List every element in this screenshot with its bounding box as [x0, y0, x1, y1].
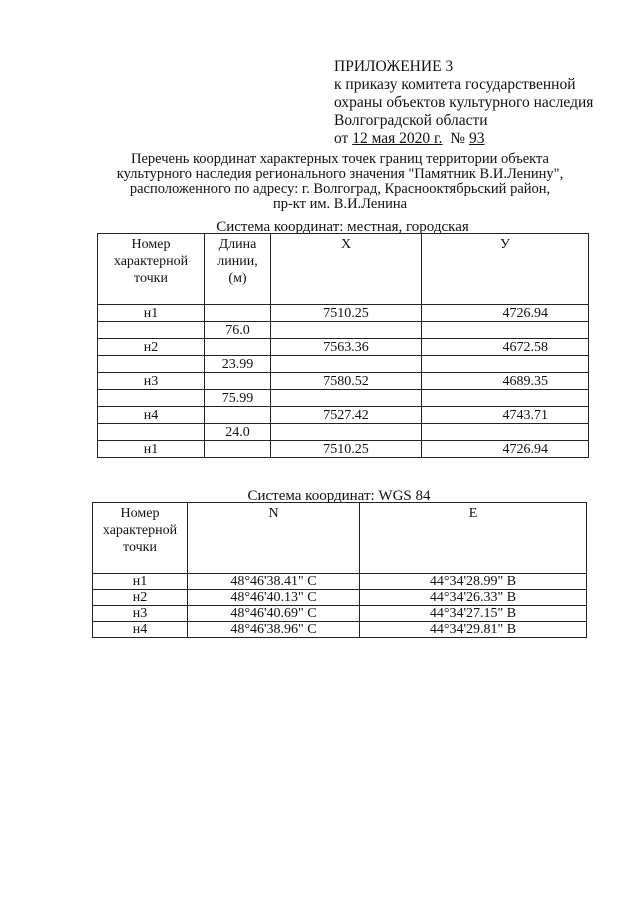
- cell-n: 48°46'40.69" С: [188, 606, 360, 622]
- cell-point: н2: [98, 339, 205, 356]
- document-caption: [70, 152, 610, 212]
- header-n: N: [188, 503, 360, 574]
- cell-n: 48°46'40.13" С: [188, 590, 360, 606]
- caption-line-2: культурного наследия регионального значения "Памятник В.И.Ленину",: [116, 166, 564, 182]
- order-number-sign: №: [450, 130, 466, 147]
- cell-point: н1: [98, 305, 205, 322]
- order-date: 12 мая 2020 г.: [352, 130, 443, 147]
- cell-y: [422, 390, 589, 407]
- cell-x: [271, 390, 422, 407]
- header-y: У: [422, 234, 589, 305]
- header-point-line-1: Номер: [120, 506, 160, 521]
- local-table-header-row: [98, 234, 589, 305]
- table-row: [98, 356, 589, 373]
- cell-x: [271, 424, 422, 441]
- table-row: [98, 305, 589, 322]
- header-point-line-1: Номер: [131, 237, 171, 252]
- cell-length: [205, 407, 271, 424]
- table-row: [98, 322, 589, 339]
- cell-point: н1: [93, 574, 188, 590]
- cell-e: 44°34'29.81" В: [360, 622, 587, 638]
- cell-length: 24.0: [205, 424, 271, 441]
- header-point-number: [93, 503, 188, 574]
- table-row: [98, 373, 589, 390]
- cell-x: 7563.36: [271, 339, 422, 356]
- table-row: [93, 622, 587, 638]
- cell-y: [422, 356, 589, 373]
- cell-point: [98, 322, 205, 339]
- cell-x: 7527.42: [271, 407, 422, 424]
- appendix-header: [334, 58, 624, 148]
- cell-point: н4: [93, 622, 188, 638]
- cell-length: 76.0: [205, 322, 271, 339]
- table-row: [93, 590, 587, 606]
- wgs-coordinates-table: [92, 502, 587, 638]
- table-row: [93, 606, 587, 622]
- cell-length: [205, 441, 271, 458]
- cell-y: 4726.94: [422, 305, 589, 322]
- table-row: [98, 441, 589, 458]
- header-point-number: [98, 234, 205, 305]
- cell-point: н3: [93, 606, 188, 622]
- header-point-line-3: точки: [123, 540, 157, 555]
- cell-x: 7510.25: [271, 305, 422, 322]
- cell-y: 4726.94: [422, 441, 589, 458]
- cell-n: 48°46'38.41" С: [188, 574, 360, 590]
- table-row: [98, 407, 589, 424]
- cell-point: [98, 356, 205, 373]
- header-length-line-3: (м): [228, 271, 247, 286]
- cell-x: [271, 322, 422, 339]
- cell-x: [271, 356, 422, 373]
- caption-line-1: Перечень координат характерных точек границ территории объекта: [131, 151, 549, 167]
- local-coordinates-table: [97, 233, 589, 458]
- header-x: X: [271, 234, 422, 305]
- cell-point: н1: [98, 441, 205, 458]
- cell-y: [422, 424, 589, 441]
- cell-y: [422, 322, 589, 339]
- table-row: [93, 574, 587, 590]
- caption-line-4: пр-кт им. В.И.Ленина: [272, 196, 408, 212]
- order-line-1: к приказу комитета государственной: [334, 76, 576, 93]
- local-system-title: Система координат: местная, городская: [216, 219, 469, 235]
- cell-point: н2: [93, 590, 188, 606]
- local-table-body: [98, 305, 589, 458]
- cell-x: 7580.52: [271, 373, 422, 390]
- cell-length: 23.99: [205, 356, 271, 373]
- cell-y: 4743.71: [422, 407, 589, 424]
- cell-y: 4672.58: [422, 339, 589, 356]
- cell-point: н4: [98, 407, 205, 424]
- cell-length: [205, 305, 271, 322]
- table-row: [98, 424, 589, 441]
- cell-length: [205, 373, 271, 390]
- cell-y: 4689.35: [422, 373, 589, 390]
- header-length-line-1: Длина: [218, 237, 257, 252]
- header-e: E: [360, 503, 587, 574]
- order-date-line: [334, 130, 624, 148]
- cell-x: 7510.25: [271, 441, 422, 458]
- cell-n: 48°46'38.96" С: [188, 622, 360, 638]
- table-row: [98, 390, 589, 407]
- cell-e: 44°34'26.33" В: [360, 590, 587, 606]
- order-from: от: [334, 130, 349, 147]
- order-number: 93: [468, 130, 485, 147]
- wgs-table-body: [93, 574, 587, 638]
- cell-e: 44°34'27.15" В: [360, 606, 587, 622]
- wgs-table-header-row: [93, 503, 587, 574]
- header-point-line-3: точки: [134, 271, 168, 286]
- cell-e: 44°34'28.99" В: [360, 574, 587, 590]
- appendix-title: ПРИЛОЖЕНИЕ 3: [334, 58, 454, 75]
- header-point-line-2: характерной: [113, 254, 189, 269]
- cell-point: н3: [98, 373, 205, 390]
- cell-length: 75.99: [205, 390, 271, 407]
- caption-line-3: расположенного по адресу: г. Волгоград, Краснооктябрьский район,: [129, 181, 551, 197]
- cell-point: [98, 390, 205, 407]
- header-length-line-2: линии,: [217, 254, 258, 269]
- wgs-system-title: Система координат: WGS 84: [247, 488, 431, 504]
- table-row: [98, 339, 589, 356]
- cell-length: [205, 339, 271, 356]
- header-point-line-2: характерной: [102, 523, 178, 538]
- cell-point: [98, 424, 205, 441]
- order-line-2: охраны объектов культурного наследия: [334, 94, 594, 111]
- header-line-length: [205, 234, 271, 305]
- order-line-3: Волгоградской области: [334, 112, 488, 129]
